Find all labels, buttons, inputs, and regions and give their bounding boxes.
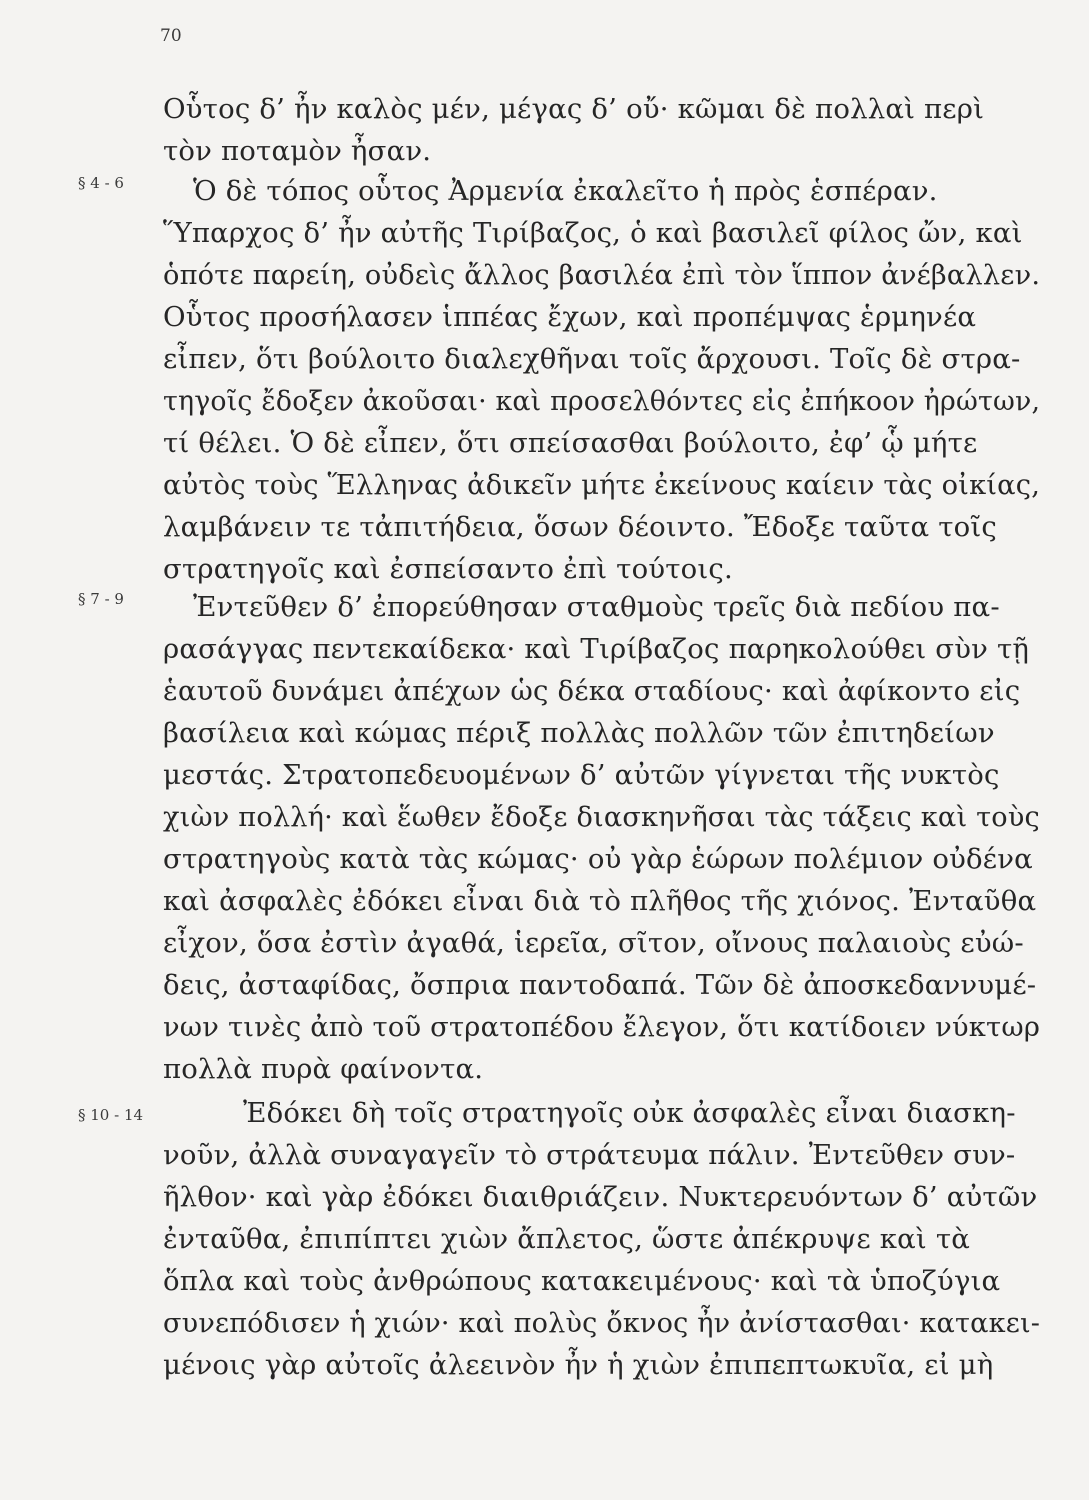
text-line: νων τινὲς ἀπὸ τοῦ στρατοπέδου ἔλεγον, ὅτι κατίδοιεν νύκτωρ [163,1011,1041,1043]
text-line: στρατηγοὺς κατὰ τὰς κώμας· οὐ γὰρ ἑώρων πολέμιον οὐδένα [163,843,1033,875]
text-line: βασίλεια καὶ κώμας πέριξ πολλὰς πολλῶν τῶν ἐπιτηδείων [163,717,995,749]
text-line: ὅπλα καὶ τοὺς ἀνθρώπους κατακειμένους· καὶ τὰ ὑποζύγια [163,1265,1001,1297]
text-line: ὁπότε παρείη, οὐδεὶς ἄλλος βασιλέα ἐπὶ τὸν ἵππον ἀνέβαλλεν. [163,259,1041,291]
text-line: στρατηγοῖς καὶ ἐσπείσαντο ἐπὶ τούτοις. [163,553,733,585]
text-line: αὐτὸς τοὺς Ἕλληνας ἀδικεῖν μήτε ἐκείνους καίειν τὰς οἰκίας, [163,469,1041,501]
text-line: Ἐντεῦθεν δ’ ἐπορεύθησαν σταθμοὺς τρεῖς διὰ πεδίου πα- [193,591,1000,623]
text-line: χιὼν πολλή· καὶ ἕωθεν ἔδοξε διασκηνῆσαι τὰς τάξεις καὶ τοὺς [163,801,1040,833]
text-line: Ὕπαρχος δ’ ἦν αὐτῆς Τιρίβαζος, ὁ καὶ βασιλεῖ φίλος ὤν, καὶ [163,217,1023,249]
margin-ref-10-14: § 10 - 14 [78,1106,144,1124]
margin-ref-7-9: § 7 - 9 [78,590,124,608]
text-line: Ἐδόκει δὴ τοῖς στρατηγοῖς οὐκ ἀσφαλὲς εἶναι διασκη- [243,1097,1016,1129]
text-line: καὶ ἀσφαλὲς ἐδόκει εἶναι διὰ τὸ πλῆθος τῆς χιόνος. Ἐνταῦθα [163,885,1037,917]
text-line: νοῦν, ἀλλὰ συναγαγεῖν τὸ στράτευμα πάλιν. Ἐντεῦθεν συν- [163,1139,1016,1171]
text-line: ἑαυτοῦ δυνάμει ἀπέχων ὡς δέκα σταδίους· καὶ ἀφίκοντο εἰς [163,675,1021,707]
text-line: μένοις γὰρ αὐτοῖς ἀλεεινὸν ἦν ἡ χιὼν ἐπιπεπτωκυῖα, εἰ μὴ [163,1349,994,1381]
text-line: τί θέλει. Ὁ δὲ εἶπεν, ὅτι σπείσασθαι βούλοιτο, ἐφ’ ᾧ μήτε [163,427,978,459]
text-line: ῆλθον· καὶ γὰρ ἐδόκει διαιθριάζειν. Νυκτερευόντων δ’ αὐτῶν [163,1181,1038,1213]
margin-ref-4-6: § 4 - 6 [78,174,124,192]
text-line: Οὗτος δ’ ἦν καλὸς μέν, μέγας δ’ οὔ· κῶμαι δὲ πολλαὶ περὶ [163,93,985,125]
text-line: δεις, ἀσταφίδας, ὄσπρια παντοδαπά. Τῶν δὲ ἀποσκεδαννυμέ- [163,969,1037,1001]
text-line: πολλὰ πυρὰ φαίνοντα. [163,1053,484,1085]
text-line: ρασάγγας πεντεκαίδεκα· καὶ Τιρίβαζος παρηκολούθει σὺν τῇ [163,633,1030,665]
text-line: τηγοῖς ἔδοξεν ἀκοῦσαι· καὶ προσελθόντες εἰς ἐπήκοον ἠρώτων, [163,385,1041,417]
text-line: τὸν ποταμὸν ἦσαν. [163,135,432,167]
page-number: 70 [160,26,182,46]
text-line: εἶχον, ὅσα ἐστὶν ἀγαθά, ἱερεῖα, σῖτον, οἴνους παλαιοὺς εὐώ- [163,927,1024,959]
text-line: μεστάς. Στρατοπεδευομένων δ’ αὐτῶν γίγνεται τῆς νυκτὸς [163,759,1000,791]
text-line: Οὗτος προσήλασεν ἱππέας ἔχων, καὶ προπέμψας ἑρμηνέα [163,301,977,333]
text-line: λαμβάνειν τε τἀπιτήδεια, ὅσων δέοιντο. Ἔδοξε ταῦτα τοῖς [163,511,997,543]
text-line: εἶπεν, ὅτι βούλοιτο διαλεχθῆναι τοῖς ἄρχουσι. Τοῖς δὲ στρα- [163,343,1021,375]
text-line: ἐνταῦθα, ἐπιπίπτει χιὼν ἄπλετος, ὥστε ἀπέκρυψε καὶ τὰ [163,1223,970,1255]
text-line: συνεπόδισεν ἡ χιών· καὶ πολὺς ὄκνος ἦν ἀνίστασθαι· κατακει- [163,1307,1041,1339]
text-line: Ὁ δὲ τόπος οὗτος Ἀρμενία ἐκαλεῖτο ἡ πρὸς ἑσπέραν. [193,175,938,207]
